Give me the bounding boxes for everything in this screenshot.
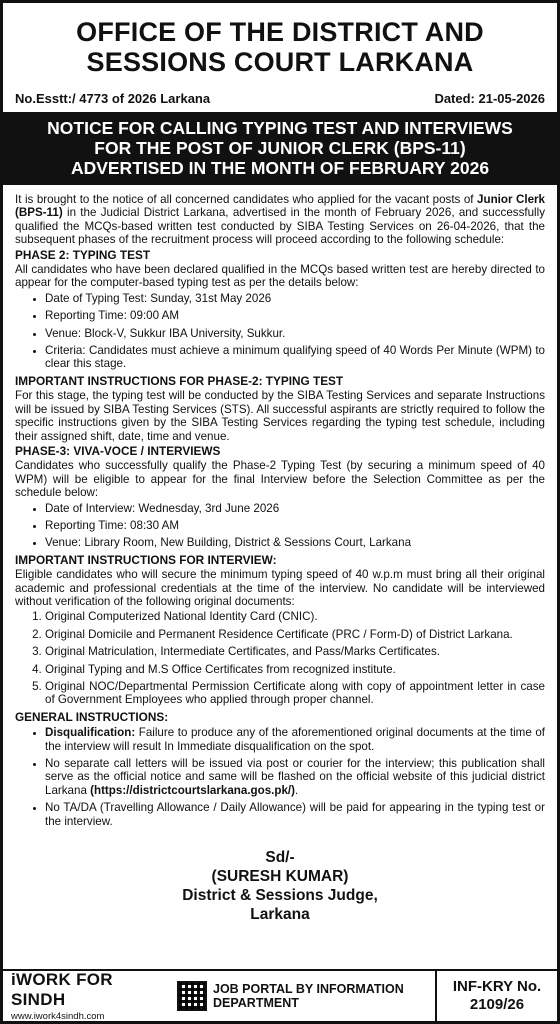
banner-line-3: ADVERTISED IN THE MONTH OF FEBRUARY 2026 [70, 158, 490, 178]
list-item: • Criteria: Candidates must achieve a minimum qualifying speed of 40 Words Per Minute (WPM) to clear this stage. [45, 344, 545, 371]
call-letters-end: . [294, 783, 299, 797]
intro-text-2: in the Judicial District Larkana, advertised in the month of February 2026, and successfully qualified the MCQs-based written test conducted by SIBA Testing Services on 26-04-2026, that the subsequent phases of the recruitment process will proceed according to the following schedule: [15, 206, 545, 247]
logo-name: iWORK FOR SINDH [11, 970, 113, 1009]
iworkforsindh-logo [3, 970, 171, 1022]
signatory-name: (SURESH KUMAR) [211, 868, 349, 886]
list-item: • Date of Interview: Wednesday, 3rd June 2026 [45, 502, 545, 515]
banner-line-1: NOTICE FOR CALLING TYPING TEST AND INTERVIEWS [47, 118, 513, 138]
inf-label: INF-KRY No. [452, 978, 542, 995]
phase3-text: Candidates who successfully qualify the Phase-2 Typing Test (by securing a minimum speed of 40 WPM) will be eligible to appear for the final Interview before the Selection Committee as per the schedule below: [15, 459, 545, 500]
notice-date: Dated: 21-05-2026 [434, 91, 545, 106]
signatory-designation: District & Sessions Judge, [182, 887, 378, 905]
phase2-text: All candidates who have been declared qualified in the MCQs based written test are hereby directed to appear for the computer-based typing test as per the details below: [15, 263, 545, 290]
list-item: 4. Original Typing and M.S Office Certificates from recognized institute. [45, 663, 545, 676]
notice-body [3, 185, 557, 924]
list-item: 1. Original Computerized National Identity Card (CNIC). [45, 610, 545, 623]
disqualification-label: Disqualification: [45, 726, 136, 740]
inf-number-box [435, 971, 557, 1021]
call-letters-text: No separate call letters will be issued via post or courier for the interview; this publication shall serve as the official notice and same will be flashed on the official website of this judicial district Larkana [45, 757, 545, 797]
intro-post-name: Junior Clerk (BPS-11) [15, 193, 545, 220]
list-item [45, 726, 545, 753]
phase2-instructions-heading: IMPORTANT INSTRUCTIONS FOR PHASE-2: TYPING TEST [15, 373, 344, 388]
phase3-heading: PHASE-3: VIVA-VOCE / INTERVIEWS [15, 443, 221, 458]
signature-block [15, 848, 545, 924]
banner-line-2: FOR THE POST OF JUNIOR CLERK (BPS-11) [94, 138, 466, 158]
list-item: 5. Original NOC/Departmental Permission Certificate along with copy of appointment letter in case of Government Employees who applied through proper channel. [45, 680, 545, 707]
list-item: 3. Original Matriculation, Intermediate Certificates, and Pass/Marks Certificates. [45, 645, 545, 658]
website-link[interactable]: (https://districtcourtslarkana.gos.pk/) [90, 783, 295, 797]
phase2-instructions-text: For this stage, the typing test will be conducted by the SIBA Testing Services and separate Instructions will be issued by SIBA Testing Services (STS). All successful aspirants are strictly required to follow the specific instructions given by the SIBA Testing Services regarding the typing test schedule, including their assigned shift, date, time and venue. [15, 389, 545, 443]
list-item [45, 757, 545, 797]
reference-number: No.Esstt:/ 4773 of 2026 Larkana [15, 91, 211, 106]
list-item: • Reporting Time: 08:30 AM [45, 519, 545, 532]
documents-list [15, 610, 545, 706]
footer [3, 969, 557, 1021]
phase2-list [15, 292, 545, 371]
intro-paragraph [15, 193, 545, 247]
list-item: • Date of Typing Test: Sunday, 31st May 2026 [45, 292, 545, 305]
intro-text-1: It is brought to the notice of all concerned candidates who applied for the vacant posts of [15, 193, 478, 206]
interview-instructions-heading: IMPORTANT INSTRUCTIONS FOR INTERVIEW: [15, 552, 277, 567]
reference-row [3, 91, 557, 106]
disqualification-text: Failure to produce any of the aforementioned original documents at the time of the interview will result In Immediate disqualification on the spot. [45, 726, 545, 753]
portal-label: JOB PORTAL BY INFORMATION DEPARTMENT [213, 982, 404, 1010]
phase2-heading: PHASE 2: TYPING TEST [15, 247, 151, 262]
list-item: • Reporting Time: 09:00 AM [45, 309, 545, 322]
title-line-2: SESSIONS COURT LARKANA [86, 47, 474, 77]
phase3-list [15, 502, 545, 550]
inf-number: 2109/26 [469, 996, 525, 1013]
list-item: • No TA/DA (Travelling Allowance / Daily Allowance) will be paid for appearing in the typing test or the interview. [45, 801, 545, 828]
general-list [15, 726, 545, 828]
list-item: • Venue: Block-V, Sukkur IBA University, Sukkur. [45, 327, 545, 340]
list-item: • Venue: Library Room, New Building, District & Sessions Court, Larkana [45, 536, 545, 549]
signatory-place: Larkana [250, 906, 310, 924]
sd-mark: Sd/- [265, 849, 295, 867]
interview-instructions-text: Eligible candidates who will secure the minimum typing speed of 40 w.p.m must bring all their original academic and professional credentials at the time of the interview. No candidate will be interviewed without verification of the following original documents: [15, 568, 545, 608]
list-item: 2. Original Domicile and Permanent Residence Certificate (PRC / Form-D) of District Larkana. [45, 628, 545, 641]
office-title [3, 17, 557, 77]
logo-url[interactable]: www.iwork4sindh.com [11, 1011, 105, 1022]
notice-banner [3, 112, 557, 185]
qr-code-icon [177, 981, 207, 1011]
title-line-1: OFFICE OF THE DISTRICT AND [76, 17, 484, 47]
general-instructions-heading: GENERAL INSTRUCTIONS: [15, 709, 169, 724]
